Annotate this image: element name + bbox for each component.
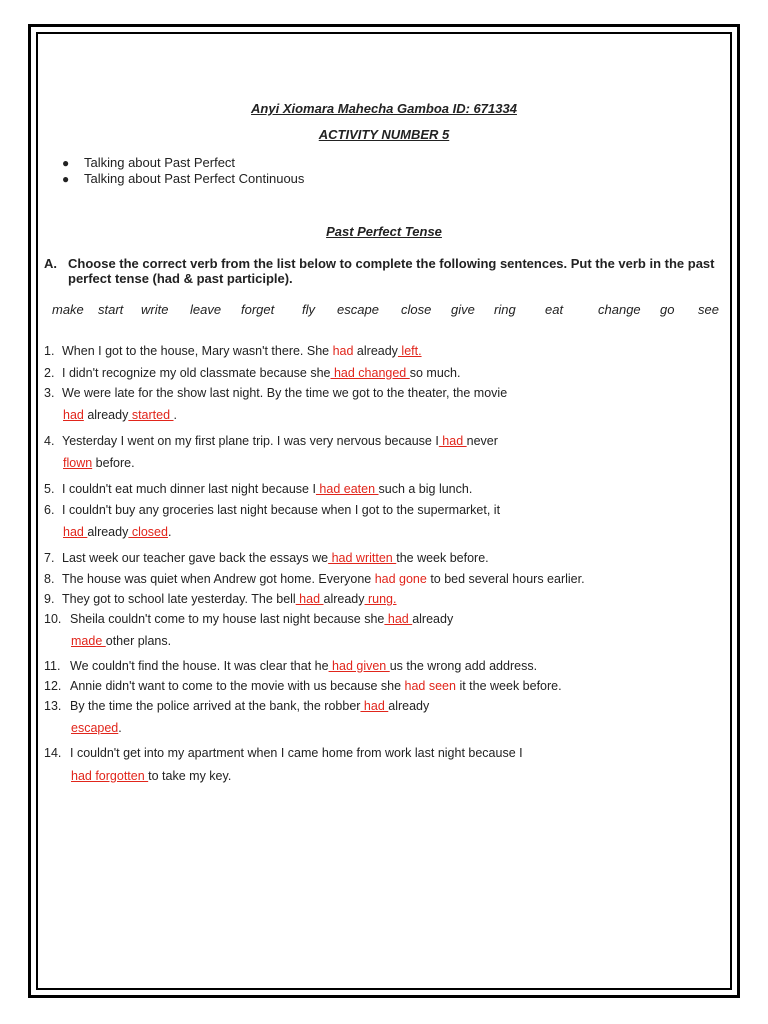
exercise-line xyxy=(70,679,562,693)
exercise-line xyxy=(62,551,489,565)
exercise-line xyxy=(62,482,472,496)
instruction-label: A. xyxy=(44,256,57,271)
sentence-text: I couldn't get into my apartment when I came home from work last night because I xyxy=(70,746,523,760)
verb-option: start xyxy=(98,302,124,317)
sentence-text: to take my key. xyxy=(148,769,232,783)
exercise-line xyxy=(70,746,523,760)
answer-text: had gone xyxy=(374,572,427,586)
exercise-line xyxy=(62,386,507,400)
sentence-text: Annie didn't want to come to the movie with us because she xyxy=(70,679,405,693)
sentence-text: such a big lunch. xyxy=(378,482,473,496)
answer-text: had xyxy=(438,434,467,448)
sentence-text: I didn't recognize my old classmate because she xyxy=(62,366,331,380)
exercise-number: 9. xyxy=(44,592,55,606)
verb-option: fly xyxy=(302,302,315,317)
exercise-line xyxy=(63,525,171,539)
list-item: ● Talking about Past Perfect xyxy=(62,155,236,170)
exercise-line xyxy=(71,634,171,648)
answer-text: flown xyxy=(63,456,93,470)
sentence-text: us the wrong add address. xyxy=(389,659,538,673)
answer-text: escaped xyxy=(71,721,119,735)
topic-list xyxy=(62,155,304,187)
sentence-text: I couldn't buy any groceries last night because when I got to the supermarket, it xyxy=(62,503,501,517)
sentence-text: Sheila couldn't come to my house last night because she xyxy=(70,612,385,626)
exercise-number: 12. xyxy=(44,679,62,693)
answer-text: had xyxy=(360,699,389,713)
exercise-number: 3. xyxy=(44,386,55,400)
sentence-text: so much. xyxy=(409,366,461,380)
sentence-text: already xyxy=(412,612,454,626)
sentence-text: already xyxy=(353,344,398,358)
answer-text: left. xyxy=(397,344,422,358)
sentence-text: already xyxy=(323,592,365,606)
answer-text: had written xyxy=(328,551,397,565)
answer-text: had seen xyxy=(404,679,456,693)
instruction-text: Choose the correct verb from the list below to complete the following sentences. Put the verb in the past perfect tense (had & past participle). xyxy=(68,256,715,286)
verb-option: make xyxy=(52,302,84,317)
sentence-text: Yesterday I went on my first plane trip. I was very nervous because I xyxy=(62,434,439,448)
sentence-text: before. xyxy=(92,456,135,470)
list-item: ● Talking about Past Perfect Continuous xyxy=(62,171,305,186)
verb-option: write xyxy=(141,302,169,317)
bullet-icon: ● xyxy=(62,156,70,170)
answer-text: had xyxy=(295,592,324,606)
answer-text: had eaten xyxy=(315,482,379,496)
exercise-number: 8. xyxy=(44,572,55,586)
exercise-line xyxy=(62,366,460,380)
sentence-text: We were late for the show last night. By the time we got to the theater, the movie xyxy=(62,386,508,400)
bullet-icon: ● xyxy=(62,172,70,186)
exercise-line xyxy=(70,659,537,673)
sentence-text: They got to school late yesterday. The bell xyxy=(62,592,296,606)
verb-option: give xyxy=(451,302,475,317)
verb-option: escape xyxy=(337,302,379,317)
answer-text: started xyxy=(128,408,174,422)
exercise-line xyxy=(71,721,122,735)
verb-option: ring xyxy=(494,302,516,317)
sentence-text: already xyxy=(87,525,129,539)
exercise-line xyxy=(62,434,498,448)
sentence-text: . xyxy=(167,525,172,539)
exercise-number: 6. xyxy=(44,503,55,517)
sentence-text: By the time the police arrived at the bank, the robber xyxy=(70,699,361,713)
verb-option: go xyxy=(660,302,675,317)
author-heading: Anyi Xiomara Mahecha Gamboa ID: 671334 xyxy=(251,101,517,116)
exercise-number: 13. xyxy=(44,699,62,713)
answer-text: had xyxy=(384,612,413,626)
answer-text: had forgotten xyxy=(71,769,149,783)
sentence-text: the week before. xyxy=(396,551,489,565)
verb-option: change xyxy=(598,302,641,317)
exercise-line xyxy=(63,408,177,422)
sentence-text: . xyxy=(118,721,122,735)
answer-text: had xyxy=(63,408,84,422)
verb-option: close xyxy=(401,302,432,317)
verb-option: eat xyxy=(545,302,564,317)
sentence-text: . xyxy=(173,408,177,422)
verb-option: see xyxy=(698,302,719,317)
sentence-text: Last week our teacher gave back the essays we xyxy=(62,551,329,565)
exercise-number: 11. xyxy=(44,659,61,673)
section-title: Past Perfect Tense xyxy=(326,224,442,239)
sentence-text: When I got to the house, Mary wasn't there. She xyxy=(62,344,333,358)
exercise-line xyxy=(71,769,231,783)
answer-text: closed xyxy=(128,525,168,539)
exercise-line xyxy=(62,344,422,358)
sentence-text: We couldn't find the house. It was clear that he xyxy=(70,659,329,673)
sentence-text: other plans. xyxy=(105,634,172,648)
sentence-text: The house was quiet when Andrew got home. Everyone xyxy=(62,572,375,586)
exercise-number: 1. xyxy=(44,344,55,358)
exercise-line xyxy=(62,572,585,586)
exercise-number: 7. xyxy=(44,551,55,565)
exercise-line xyxy=(70,699,429,713)
exercise-line xyxy=(70,612,453,626)
sentence-text: already xyxy=(83,408,129,422)
exercise-line xyxy=(62,503,500,517)
exercise-number: 14. xyxy=(44,746,62,760)
exercise-number: 5. xyxy=(44,482,55,496)
exercise-number: 2. xyxy=(44,366,55,380)
sentence-text: already xyxy=(388,699,430,713)
answer-text: had changed xyxy=(330,366,410,380)
sentence-text: I couldn't eat much dinner last night because I xyxy=(62,482,316,496)
activity-heading: ACTIVITY NUMBER 5 xyxy=(318,127,450,142)
sentence-text: never xyxy=(466,434,498,448)
exercise-number: 4. xyxy=(44,434,55,448)
sentence-text: it the week before. xyxy=(455,679,562,693)
exercise-line xyxy=(62,592,396,606)
exercise-number: 10. xyxy=(44,612,62,626)
answer-text: rung. xyxy=(364,592,397,606)
answer-text: had given xyxy=(328,659,390,673)
verb-option: leave xyxy=(190,302,222,317)
verb-option: forget xyxy=(241,302,275,317)
answer-text: had xyxy=(332,344,354,358)
answer-text: had xyxy=(63,525,88,539)
exercise-line xyxy=(63,456,135,470)
answer-text: made xyxy=(71,634,106,648)
sentence-text: to bed several hours earlier. xyxy=(426,572,585,586)
